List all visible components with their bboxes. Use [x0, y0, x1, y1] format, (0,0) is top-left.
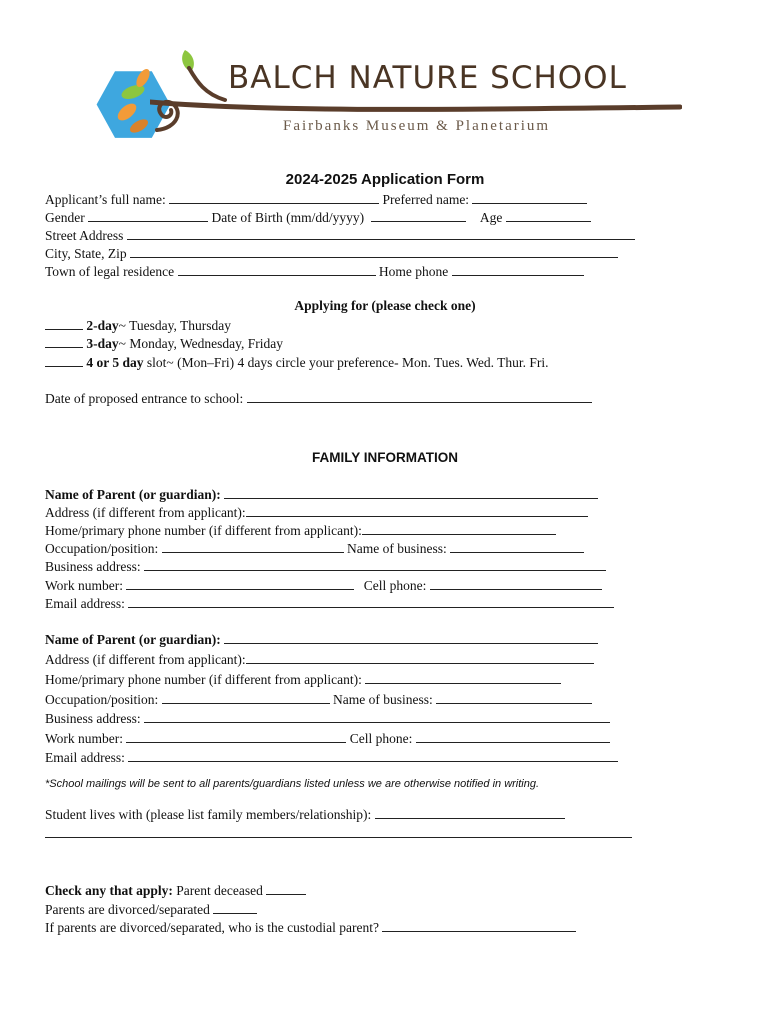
- home-phone-label: Home phone: [378, 264, 449, 279]
- row-applicant-name: [45, 190, 650, 208]
- lives-with-field[interactable]: [375, 805, 565, 819]
- p1-occupation-label: Occupation/position:: [45, 541, 159, 556]
- p2-occupation-label: Occupation/position:: [45, 692, 159, 707]
- p1-address-label: Address (if different from applicant):: [45, 505, 246, 520]
- p2-business-name-label: Name of business:: [332, 692, 433, 707]
- p2-work-field[interactable]: [126, 729, 346, 743]
- p1-work-field[interactable]: [126, 576, 354, 590]
- age-field[interactable]: [506, 208, 591, 222]
- branch-line-icon: [150, 98, 682, 116]
- p1-business-address-row: [45, 557, 650, 575]
- street-label: Street Address: [45, 228, 124, 243]
- applying-heading: Applying for (please check one): [294, 298, 476, 313]
- p2-address-field[interactable]: [246, 650, 594, 664]
- row-town: [45, 262, 650, 280]
- row-city: [45, 244, 650, 262]
- custodial-field[interactable]: [382, 918, 576, 932]
- p1-email-label: Email address:: [45, 596, 125, 611]
- option-45day-label: 4 or 5 day: [86, 355, 144, 370]
- logo-subtitle: Fairbanks Museum & Planetarium: [283, 118, 551, 134]
- p2-work-row: [45, 729, 650, 747]
- p1-name-label: Name of Parent (or guardian):: [45, 487, 221, 502]
- row-gender: [45, 208, 650, 226]
- row-entrance: [45, 389, 650, 407]
- p1-business-address-label: Business address:: [45, 559, 141, 574]
- entrance-field[interactable]: [247, 389, 592, 403]
- form-title: 2024-2025 Application Form: [285, 171, 485, 188]
- age-label: Age: [479, 210, 503, 225]
- custodial-label: If parents are divorced/separated, who is the custodial parent?: [45, 920, 379, 935]
- p1-name-field[interactable]: [224, 485, 598, 499]
- p1-name-row: [45, 485, 650, 503]
- option-3day-detail: ~ Monday, Wednesday, Friday: [118, 336, 283, 351]
- dob-field[interactable]: [371, 208, 466, 222]
- divorced-label: Parents are divorced/separated: [45, 902, 210, 917]
- deceased-row: [45, 881, 650, 899]
- applicant-name-field[interactable]: [169, 190, 379, 204]
- p2-address-label: Address (if different from applicant):: [45, 652, 246, 667]
- preferred-name-field[interactable]: [472, 190, 587, 204]
- option-2day-label: 2-day: [86, 318, 119, 333]
- p1-cell-field[interactable]: [430, 576, 602, 590]
- option-3day-checkbox[interactable]: [45, 334, 83, 348]
- option-3day-label: 3-day: [86, 336, 119, 351]
- option-45day-checkbox[interactable]: [45, 353, 83, 367]
- p2-name-label: Name of Parent (or guardian):: [45, 632, 221, 647]
- option-2day-checkbox[interactable]: [45, 316, 83, 330]
- p2-cell-field[interactable]: [416, 729, 610, 743]
- logo-title: BALCH NATURE SCHOOL: [228, 60, 627, 96]
- town-field[interactable]: [178, 262, 376, 276]
- p2-business-address-field[interactable]: [144, 709, 610, 723]
- p2-phone-row: [45, 670, 650, 688]
- dob-label: Date of Birth (mm/dd/yyyy): [211, 210, 365, 225]
- checks-heading: Check any that apply:: [45, 883, 173, 898]
- p2-work-label: Work number:: [45, 731, 124, 746]
- row-street: [45, 226, 650, 244]
- applicant-name-label: Applicant’s full name:: [45, 192, 166, 207]
- option-3day: [45, 334, 650, 352]
- lives-with-row: [45, 805, 650, 823]
- p2-occupation-field[interactable]: [162, 690, 330, 704]
- p1-business-address-field[interactable]: [144, 557, 606, 571]
- option-2day: [45, 316, 650, 334]
- mailings-note: *School mailings will be sent to all parents/guardians listed unless we are otherwise notified in writing.: [45, 778, 540, 790]
- p2-phone-field[interactable]: [365, 670, 561, 684]
- town-label: Town of legal residence: [45, 264, 175, 279]
- custodial-row: [45, 918, 650, 936]
- divorced-row: [45, 900, 650, 918]
- p2-business-address-row: [45, 709, 650, 727]
- p2-name-field[interactable]: [224, 630, 598, 644]
- p1-email-row: [45, 594, 650, 612]
- p1-occupation-row: [45, 539, 650, 557]
- divorced-field[interactable]: [213, 900, 257, 914]
- deceased-label: Parent deceased: [172, 883, 263, 898]
- p2-address-row: [45, 650, 650, 668]
- city-field[interactable]: [130, 244, 618, 258]
- p1-phone-label: Home/primary phone number (if different from applicant):: [45, 523, 362, 538]
- family-heading: FAMILY INFORMATION: [311, 450, 458, 465]
- p2-cell-label: Cell phone:: [349, 731, 413, 746]
- option-45day: [45, 353, 650, 371]
- p1-phone-field[interactable]: [362, 521, 556, 535]
- p2-business-name-field[interactable]: [436, 690, 592, 704]
- gender-label: Gender: [45, 210, 85, 225]
- lives-with-label: Student lives with (please list family members/relationship):: [45, 807, 372, 822]
- p1-business-name-field[interactable]: [450, 539, 584, 553]
- p1-work-label: Work number:: [45, 578, 124, 593]
- home-phone-field[interactable]: [452, 262, 584, 276]
- p1-cell-label: Cell phone:: [363, 578, 427, 593]
- p2-business-address-label: Business address:: [45, 711, 141, 726]
- p1-address-field[interactable]: [246, 503, 588, 517]
- street-field[interactable]: [127, 226, 635, 240]
- entrance-label: Date of proposed entrance to school:: [45, 391, 244, 406]
- option-45day-detail: slot~ (Mon–Fri) 4 days circle your preference- Mon. Tues. Wed. Thur. Fri.: [143, 355, 549, 370]
- p1-work-row: [45, 576, 650, 594]
- p2-email-field[interactable]: [128, 748, 618, 762]
- p1-address-row: [45, 503, 650, 521]
- p2-email-label: Email address:: [45, 750, 125, 765]
- p2-name-row: [45, 630, 650, 648]
- p2-phone-label: Home/primary phone number (if different from applicant):: [45, 672, 362, 687]
- deceased-field[interactable]: [266, 881, 306, 895]
- p1-email-field[interactable]: [128, 594, 614, 608]
- p2-email-row: [45, 748, 650, 766]
- option-2day-detail: ~ Tuesday, Thursday: [118, 318, 231, 333]
- preferred-name-label: Preferred name:: [382, 192, 470, 207]
- lives-with-field-line2[interactable]: [45, 837, 632, 838]
- p2-occupation-row: [45, 690, 650, 708]
- city-label: City, State, Zip: [45, 246, 127, 261]
- p1-occupation-field[interactable]: [162, 539, 344, 553]
- p1-business-name-label: Name of business:: [346, 541, 447, 556]
- p1-phone-row: [45, 521, 650, 539]
- gender-field[interactable]: [88, 208, 208, 222]
